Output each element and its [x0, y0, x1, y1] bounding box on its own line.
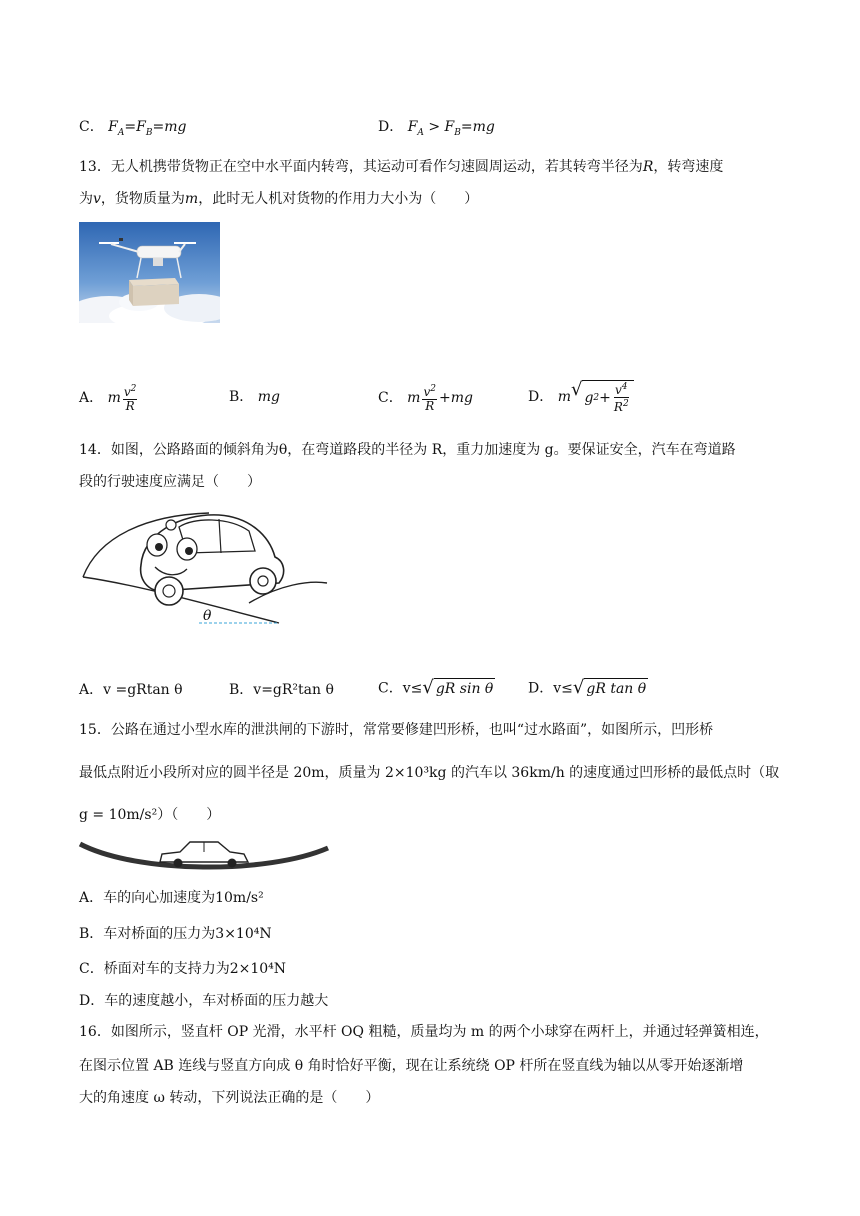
- option-a-formula: m $\frac{v^2}{R}$: [107, 384, 137, 413]
- option-label: C．: [79, 119, 104, 135]
- option-label: C．v≤: [378, 680, 423, 697]
- q13-text: 13．无人机携带货物正在空中水平面内转弯，其运动可看作匀速圆周运动，若其转弯半径为: [79, 159, 643, 175]
- option-c-formula: m $\frac{v^2}{R}$ +mg: [407, 384, 473, 413]
- option-label: D．v≤: [528, 680, 573, 697]
- q13-text: 为: [79, 191, 93, 207]
- option-label: C．: [378, 390, 403, 406]
- drone-photo: [79, 222, 220, 323]
- q15-option-b: B．车对桥面的压力为3×10⁴N: [79, 926, 272, 942]
- q15-option-d: D．车的速度越小，车对桥面的压力越大: [79, 993, 329, 1009]
- q13-text: ，转弯速度: [653, 159, 724, 175]
- q14-option-a: A．v =gRtan θ: [79, 682, 183, 698]
- cartoon-car-icon: [79, 505, 329, 630]
- option-d-formula: $F_A > F_B=mg$: [407, 119, 495, 138]
- q13-line-2: [79, 189, 478, 209]
- q12-option-d: [378, 117, 495, 143]
- option-label: B．: [229, 389, 254, 405]
- q16-line-1: 16．如图所示，竖直杆 OP 光滑，水平杆 OQ 粗糙，质量均为 m 的两个小球穿在两杆上，并通过轻弹簧相连，: [79, 1024, 769, 1040]
- q15-line-3: g = 10m/s²）（ ）: [79, 807, 221, 823]
- q15-line-1: 15．公路在通过小型水库的泄洪闸的下游时，常常要修建凹形桥，也叫“过水路面”，如图所示，凹形桥: [79, 722, 714, 738]
- q13-text: ，货物质量为: [100, 191, 185, 207]
- option-b-formula: mg: [257, 389, 280, 405]
- q13-line-1: [79, 157, 723, 177]
- option-c-formula: $F_A=F_B=mg$: [108, 119, 187, 138]
- theta-label: θ: [203, 608, 212, 624]
- concave-bridge-figure: [78, 834, 330, 882]
- q13-option-c: [378, 383, 473, 413]
- q15-option-a: A．车的向心加速度为10m/s²: [79, 890, 264, 906]
- q13-option-b: [229, 387, 280, 407]
- banked-road-figure: [79, 505, 329, 630]
- var-R: R: [642, 159, 654, 175]
- car-on-bridge-icon: [78, 834, 330, 882]
- q15-option-c: C．桥面对车的支持力为2×10⁴N: [79, 961, 287, 977]
- q14-line-2: 段的行驶速度应满足（ ）: [79, 474, 261, 490]
- q13-text: ，此时无人机对货物的作用力大小为（ ）: [198, 191, 479, 207]
- var-v: v: [93, 191, 101, 207]
- option-label: D．: [528, 389, 554, 405]
- drone-icon: [79, 222, 220, 323]
- q16-line-2: 在图示位置 AB 连线与竖直方向成 θ 角时恰好平衡，现在让系统绕 OP 杆所在竖直线为轴以从零开始逐渐增: [79, 1058, 744, 1074]
- option-c-radicand: gR sin θ: [434, 678, 496, 699]
- q13-option-a: [79, 383, 139, 413]
- option-d-radicand: gR tan θ: [584, 678, 648, 699]
- q14-line-1: 14．如图，公路路面的倾斜角为θ，在弯道路段的半径为 R，重力加速度为 g。要保证安全，汽车在弯道路: [79, 442, 736, 458]
- q14-option-d: D．v≤ √ gR tan θ: [528, 677, 647, 698]
- option-label: A．: [79, 390, 104, 406]
- q16-line-3: 大的角速度 ω 转动，下列说法正确的是（ ）: [79, 1090, 380, 1106]
- var-m: m: [184, 191, 199, 207]
- q14-option-c: C．v≤ √ gR sin θ: [378, 677, 494, 698]
- q14-option-b: B．v=gR²tan θ: [229, 682, 334, 698]
- q13-option-d: [528, 380, 634, 414]
- q15-line-2: 最低点附近小段所对应的圆半径是 20m，质量为 2×10³kg 的汽车以 36km/h 的速度通过凹形桥的最低点时（取: [79, 765, 780, 781]
- option-c-tail: +mg: [438, 390, 473, 406]
- option-label: D．: [378, 119, 404, 135]
- option-d-formula: m √ g 2 + $\frac{v^4}{R^2}$: [558, 389, 634, 405]
- q12-option-c: [79, 117, 186, 143]
